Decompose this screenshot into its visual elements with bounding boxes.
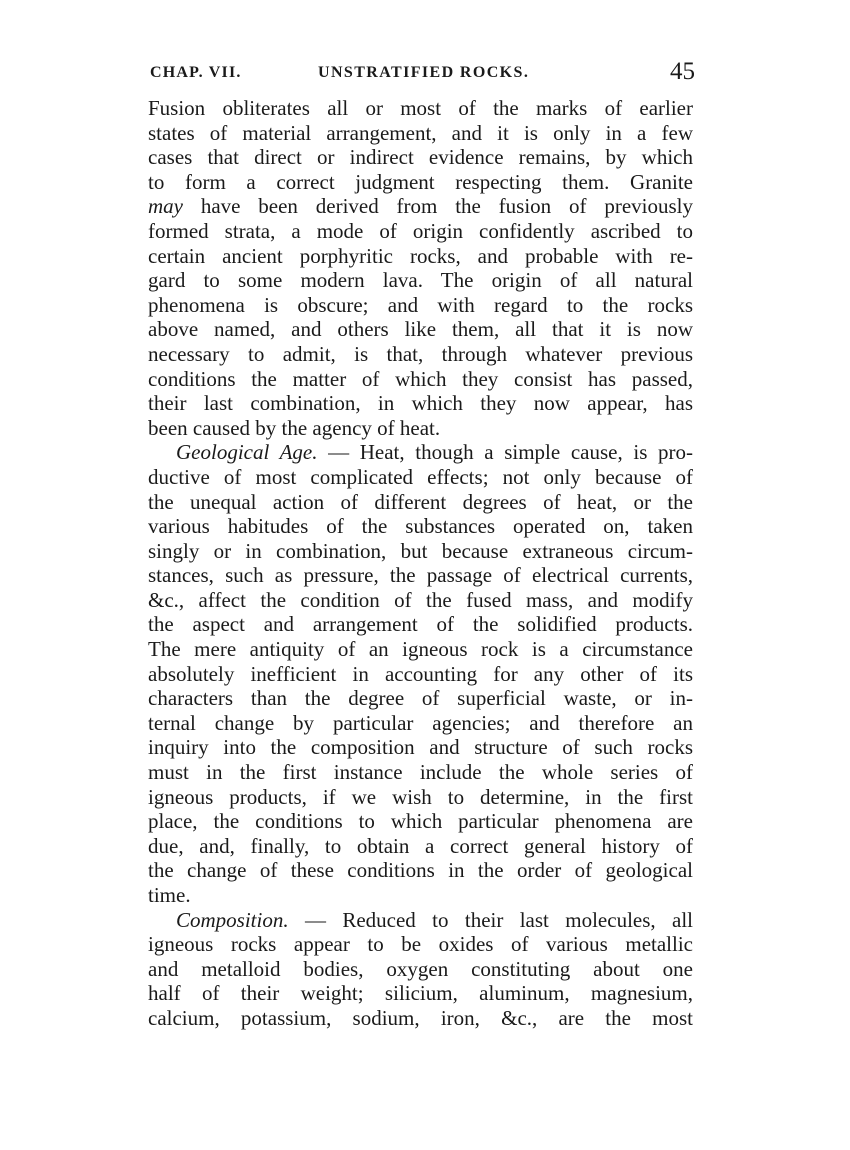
text-line: certain ancient porphyritic rocks, and probable with re- xyxy=(148,243,693,268)
text-line: the unequal action of different degrees of heat, or the xyxy=(148,489,693,514)
text-line: the change of these conditions in the order of geological xyxy=(148,858,693,883)
text-line: absolutely inefficient in accounting for any other of its xyxy=(148,661,693,686)
italic-text: Geological Age. xyxy=(176,440,318,465)
text-line: Geological Age. — Heat, though a simple cause, is pro- xyxy=(176,440,693,465)
chapter-label: CHAP. VII. xyxy=(150,64,242,81)
text-line: states of material arrangement, and it is only in a few xyxy=(148,120,693,145)
text-line: place, the conditions to which particular phenomena are xyxy=(148,809,693,834)
paragraph xyxy=(148,440,693,907)
body-text xyxy=(148,96,693,1031)
text-line: various habitudes of the substances operated on, taken xyxy=(148,514,693,539)
text-line: and metalloid bodies, oxygen constituting about one xyxy=(148,956,693,981)
text-line: phenomena is obscure; and with regard to the rocks xyxy=(148,292,693,317)
text-line: been caused by the agency of heat. xyxy=(148,415,441,440)
text-line: above named, and others like them, all that it is now xyxy=(148,317,693,342)
text-line: The mere antiquity of an igneous rock is a circumstance xyxy=(148,637,693,662)
text-line: formed strata, a mode of origin confidently ascribed to xyxy=(148,218,693,243)
text-line: their last combination, in which they now appear, has xyxy=(148,391,693,416)
italic-text: Composition. xyxy=(176,907,289,932)
text-line: Fusion obliterates all or most of the marks of earlier xyxy=(148,96,693,120)
text-line: to form a correct judgment respecting them. Granite xyxy=(148,169,693,194)
text-line: conditions the matter of which they consist has passed, xyxy=(148,366,693,391)
text-line: ductive of most complicated effects; not only because of xyxy=(148,464,693,489)
page-number: 45 xyxy=(670,58,695,85)
text-line: necessary to admit, is that, through whatever previous xyxy=(148,341,693,366)
text-line: ternal change by particular agencies; and therefore an xyxy=(148,710,693,735)
text-line: time. xyxy=(148,883,191,907)
text-line: igneous products, if we wish to determine, in the first xyxy=(148,784,693,809)
paragraph xyxy=(148,908,693,1031)
text-line: half of their weight; silicium, aluminum, magnesium, xyxy=(148,981,693,1006)
text-line: must in the first instance include the whole series of xyxy=(148,760,693,785)
text-line: stances, such as pressure, the passage of electrical currents, xyxy=(148,563,693,588)
running-head xyxy=(150,58,695,92)
text-line: may have been derived from the fusion of previously xyxy=(148,194,693,219)
paragraph xyxy=(148,96,693,440)
text-line: due, and, finally, to obtain a correct general history of xyxy=(148,833,693,858)
text-line: Composition. — Reduced to their last molecules, all xyxy=(176,907,693,932)
text-line: gard to some modern lava. The origin of all natural xyxy=(148,268,693,293)
italic-text: may xyxy=(148,194,183,219)
text-line: &c., affect the condition of the fused mass, and modify xyxy=(148,587,693,612)
text-line: the aspect and arrangement of the solidified products. xyxy=(148,612,693,637)
text-line: singly or in combination, but because extraneous circum- xyxy=(148,538,693,563)
text-line: inquiry into the composition and structure of such rocks xyxy=(148,735,693,760)
text-line: cases that direct or indirect evidence remains, by which xyxy=(148,145,693,170)
text-line: characters than the degree of superficial waste, or in- xyxy=(148,686,693,711)
chapter-title: UNSTRATIFIED ROCKS. xyxy=(318,64,530,81)
text-line: calcium, potassium, sodium, iron, &c., are the most xyxy=(148,1005,693,1030)
text-line: igneous rocks appear to be oxides of various metallic xyxy=(148,932,693,957)
